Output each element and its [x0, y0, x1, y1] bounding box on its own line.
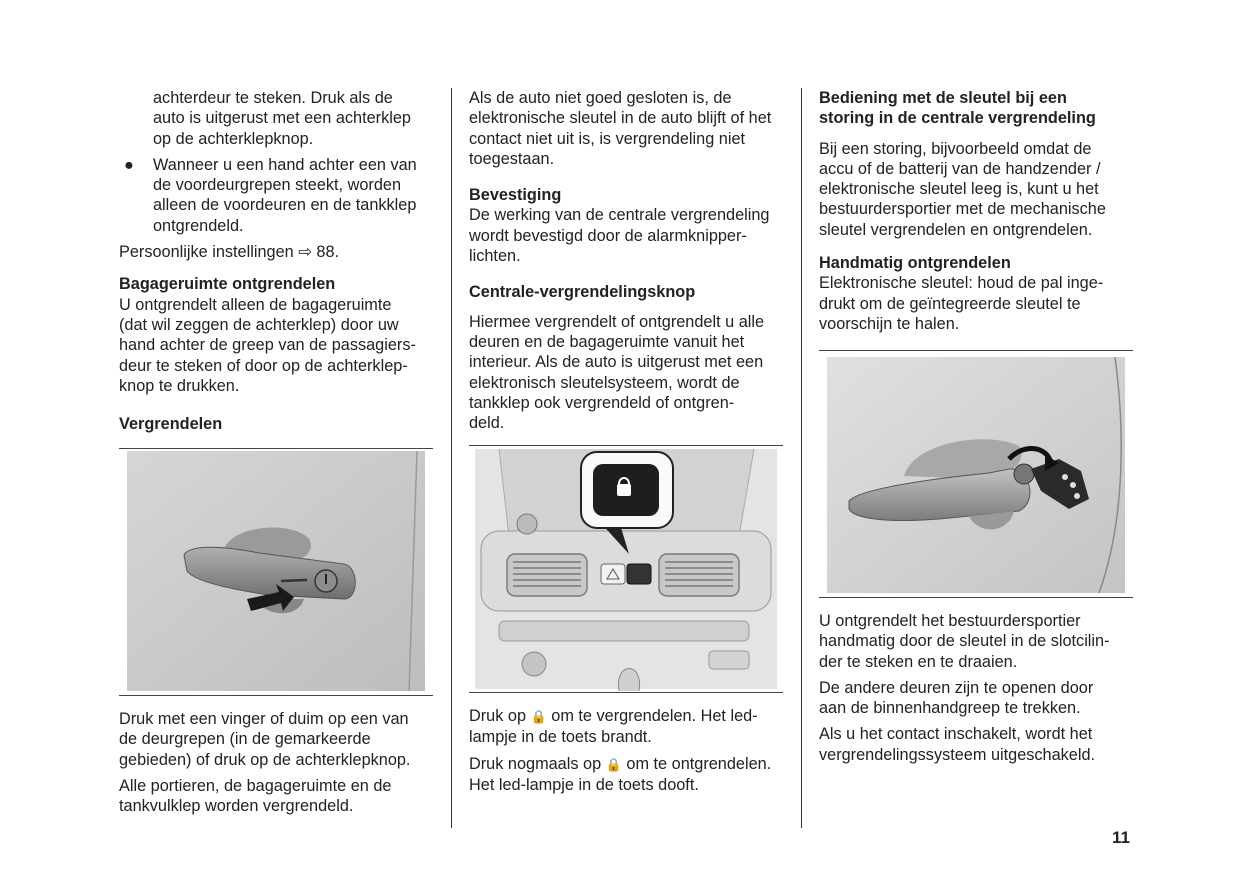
text-line: toegestaan.: [469, 149, 555, 168]
manual-paragraph: [819, 273, 1139, 334]
text-line: der te steken en te draaien.: [819, 652, 1018, 671]
text-line: De andere deuren zijn te openen door: [819, 678, 1094, 697]
text-line: (dat wil zeggen de achterklep) door uw: [119, 315, 399, 334]
text-line: auto is uitgerust met een achterklep: [153, 109, 411, 128]
text-line: deur te steken of door op de achterklep-: [119, 356, 408, 375]
text: Druk nogmaals op: [469, 754, 602, 773]
text-line: de deurgrepen (in de gemarkeerde: [119, 730, 371, 749]
ignition-paragraph: [819, 724, 1139, 765]
heading-line: Bediening met de sleutel bij een: [819, 89, 1067, 107]
page-reference-arrow-icon: ⇨: [298, 243, 312, 262]
column-3-lower: [819, 611, 1139, 771]
not-allowed-paragraph: [469, 88, 787, 169]
page-number: 11: [1112, 828, 1130, 847]
text-line: U ontgrendelt alleen de bagageruimte: [119, 295, 392, 314]
text-line: tankklep ook vergrendeld of ontgren-: [469, 393, 735, 412]
press-to-unlock-paragraph: [469, 754, 787, 796]
heading-line: storing in de centrale vergrendeling: [819, 109, 1096, 128]
text-line: contact niet uit is, is vergrendeling niet: [469, 129, 746, 148]
text-line: handmatig door de sleutel in de slotcilin-: [819, 632, 1110, 651]
text-line: elektronische sleutel leeg is, kunt u het: [819, 180, 1099, 199]
figure-key-in-lock: [819, 350, 1133, 598]
lock-paragraph: [119, 709, 435, 770]
heading-lock: Vergrendelen: [119, 415, 223, 434]
text-line: op de achterklepknop.: [153, 129, 314, 148]
heading-central-lock-button: Centrale-vergrendelingsknop: [469, 283, 696, 302]
cargo-paragraph: [119, 295, 435, 396]
text-line: Druk met een vinger of duim op een van: [119, 710, 409, 728]
bullet-item: [119, 155, 435, 236]
press-to-lock-paragraph: [469, 706, 787, 748]
text-line: tankvulklep worden vergrendeld.: [119, 797, 354, 816]
settings-reference: [119, 242, 435, 262]
text-line: U ontgrendelt het bestuurdersportier: [819, 612, 1081, 630]
heading-cargo-unlock: Bagageruimte ontgrendelen: [119, 275, 336, 294]
text-line: De werking van de centrale vergrendeling: [469, 206, 770, 225]
other-doors-paragraph: [819, 678, 1139, 719]
key-lock-illustration: [819, 351, 1133, 597]
lock-icon: 🔒: [530, 709, 547, 724]
text: om te ontgrendelen.: [626, 754, 772, 773]
button-paragraph: [469, 312, 787, 434]
text-line: Hiermee vergrendelt of ontgrendelt u alle: [469, 312, 765, 331]
column-separator-2: [801, 88, 802, 828]
text-line: ontgrendeld.: [153, 216, 244, 235]
figure-door-handle-lock: [119, 448, 433, 696]
text-line: Het led-lampje in de toets dooft.: [469, 775, 699, 794]
figure-central-lock-console: [469, 445, 783, 693]
text-line: knop te drukken.: [119, 376, 240, 395]
heading-confirmation: Bevestiging: [469, 186, 562, 205]
text-line: wordt bevestigd door de alarmknipper-: [469, 226, 747, 245]
column-separator-1: [451, 88, 452, 828]
text-line: gebieden) of druk op de achterklepknop.: [119, 750, 411, 769]
text-line: aan de binnenhandgreep te trekken.: [819, 699, 1081, 718]
text-line: drukt om de geïntegreerde sleutel te: [819, 294, 1081, 313]
continued-paragraph: [119, 88, 435, 149]
text-line: Bij een storing, bijvoorbeeld omdat de: [819, 139, 1092, 158]
text-line: Elektronische sleutel: houd de pal inge-: [819, 274, 1104, 293]
text-line: elektronisch sleutelsysteem, wordt de: [469, 373, 740, 392]
page-reference-link[interactable]: 88.: [316, 243, 340, 262]
column-1: [119, 88, 435, 434]
text-line: Als de auto niet goed gesloten is, de: [469, 89, 732, 107]
all-locked-paragraph: [119, 776, 435, 817]
text-line: bestuurdersportier met de mechanische: [819, 200, 1106, 219]
text-line: accu of de batterij van de handzender /: [819, 159, 1101, 178]
manual-unlock-paragraph: [819, 611, 1139, 672]
heading-key-operation: [819, 88, 1139, 129]
text: Persoonlijke instellingen: [119, 243, 294, 262]
text-line: Alle portieren, de bagageruimte en de: [119, 776, 392, 795]
text-line: sleutel vergrendelen en ontgrendelen.: [819, 220, 1093, 239]
failure-paragraph: [819, 139, 1139, 240]
text-line: Wanneer u een hand achter een van: [153, 155, 417, 174]
bullet-icon: ●: [124, 155, 134, 174]
text-line: achterdeur te steken. Druk als de: [153, 89, 393, 107]
text-line: interieur. Als de auto is uitgerust met een: [469, 353, 764, 372]
console-illustration: [469, 446, 783, 692]
column-1-lower: [119, 709, 435, 822]
heading-manual-unlock: Handmatig ontgrendelen: [819, 254, 1011, 273]
text-line: de voordeurgrepen steekt, worden: [153, 176, 401, 195]
text: Druk op: [469, 707, 527, 725]
text: om te vergrendelen. Het led-: [551, 707, 758, 725]
door-handle-illustration: [119, 449, 433, 695]
text-line: deld.: [469, 414, 505, 433]
text-line: voorschijn te halen.: [819, 314, 960, 333]
text-line: elektronische sleutel in de auto blijft of het: [469, 109, 772, 128]
text-line: Als u het contact inschakelt, wordt het: [819, 725, 1093, 744]
column-2: [469, 88, 787, 439]
confirmation-paragraph: [469, 205, 787, 266]
text-line: vergrendelingssysteem uitgeschakeld.: [819, 745, 1096, 764]
column-2-lower: [469, 706, 787, 801]
text-line: alleen de voordeuren en de tankklep: [153, 196, 417, 215]
text-line: lichten.: [469, 247, 521, 266]
text-line: lampje in de toets brandt.: [469, 728, 652, 747]
lock-icon: 🔒: [605, 756, 622, 772]
text-line: hand achter de greep van de passagiers-: [119, 336, 416, 355]
column-3: [819, 88, 1139, 340]
text-line: deuren en de bagageruimte vanuit het: [469, 332, 745, 351]
